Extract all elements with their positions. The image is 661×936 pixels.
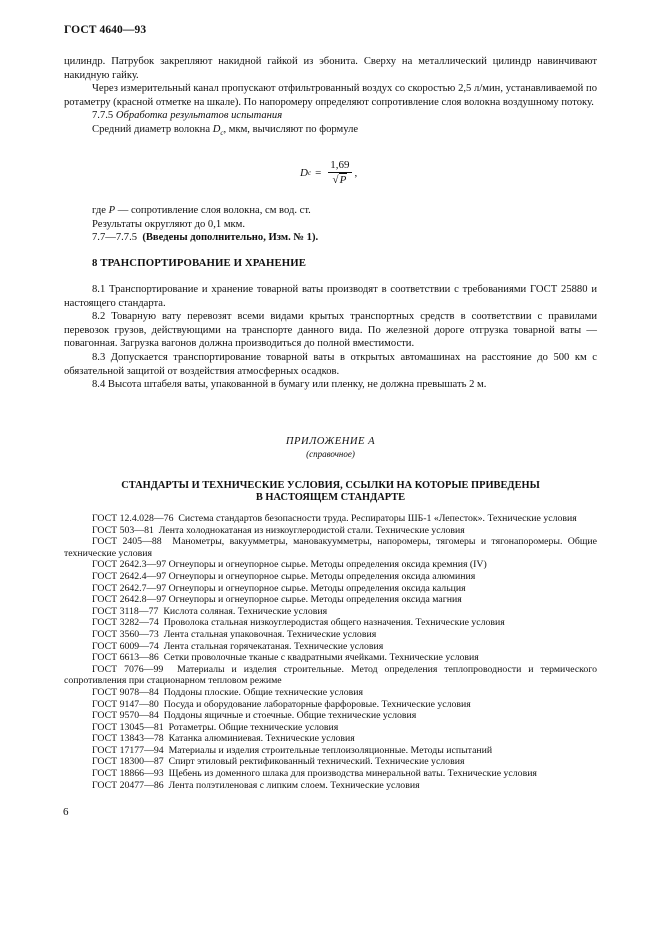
reference-text: Огнеупоры и огнеупорное сырье. Методы определения оксида кремния (IV)	[168, 559, 487, 571]
text-fragment: Средний диаметр волокна	[92, 123, 213, 135]
variable-p: P	[108, 205, 116, 216]
reference-code: ГОСТ 12.4.028—76	[92, 513, 174, 524]
paragraph-mean-diameter	[64, 123, 597, 141]
reference-code: ГОСТ 2642.4—97	[92, 570, 167, 582]
section-8-body	[64, 283, 597, 392]
subscript-c: c	[220, 129, 224, 138]
reference-text: Материалы и изделия строительные теплоизоляционные. Методы испытаний	[168, 744, 493, 756]
reference-item	[64, 664, 597, 687]
reference-code: ГОСТ 2405—88	[92, 536, 162, 548]
section-8-heading: 8 ТРАНСПОРТИРОВАНИЕ И ХРАНЕНИЕ	[92, 257, 307, 269]
reference-text: Манометры, вакуумметры, мановакуумметры, напоромеры, тягомеры и тягонапоромеры. Общие технические условия	[64, 536, 597, 559]
reference-code: ГОСТ 6009—74	[92, 640, 159, 652]
amendment-range: 7.7—7.7.5	[92, 232, 138, 244]
reference-text: Огнеупоры и огнеупорное сырье. Методы определения оксида магния	[168, 594, 462, 606]
reference-code: ГОСТ 9078—84	[92, 686, 159, 698]
formula-denominator-var: P	[339, 174, 347, 186]
reference-item	[64, 722, 597, 734]
reference-code: ГОСТ 20477—86	[92, 779, 164, 791]
reference-text: Проволока стальная низкоуглеродистая общего назначения. Технические условия	[163, 617, 505, 629]
reference-item	[64, 629, 597, 641]
reference-code: ГОСТ 3118—77	[92, 605, 159, 617]
reference-item	[64, 756, 597, 768]
reference-code: ГОСТ 9147—80	[92, 698, 159, 710]
reference-text: Поддоны ящичные и стоечные. Общие технические условия	[163, 710, 417, 722]
appendix-heading-line1: СТАНДАРТЫ И ТЕХНИЧЕСКИЕ УСЛОВИЯ, ССЫЛКИ НА КОТОРЫЕ ПРИВЕДЕНЫ	[121, 480, 540, 491]
reference-text: Огнеупоры и огнеупорное сырье. Методы определения оксида алюминия	[168, 570, 476, 582]
reference-list	[64, 513, 597, 791]
reference-text: Сетки проволочные тканые с квадратными ячейками. Технические условия	[163, 652, 479, 664]
where-clause	[64, 204, 597, 218]
text-fragment: , мкм, вычисляют по формуле	[223, 123, 359, 135]
reference-item	[64, 559, 597, 571]
reference-text: Система стандартов безопасности труда. Респираторы ШБ-1 «Лепесток». Технические условия	[178, 513, 577, 524]
paragraph-cylinder: цилиндр. Патрубок закрепляют накидной гайкой из эбонита. Сверху на металлический цилиндр навинчивают накидную гайку.	[64, 56, 597, 81]
paragraph-8-1: 8.1 Транспортирование и хранение товарной ваты производят в соответствии с требованиями ГОСТ 25880 и настоящего стандарта.	[64, 284, 597, 309]
reference-code: ГОСТ 3282—74	[92, 617, 159, 629]
reference-code: ГОСТ 7076—99	[92, 663, 164, 675]
reference-item	[64, 583, 597, 595]
variable-d: D	[212, 123, 221, 135]
reference-code: ГОСТ 2642.8—97	[92, 594, 167, 606]
reference-item	[64, 745, 597, 757]
subsection-title: Обработка результатов испытания	[115, 110, 283, 122]
reference-item	[64, 699, 597, 711]
page-number: 6	[63, 806, 69, 818]
reference-text: Лента холоднокатаная из низкоуглеродистой стали. Технические условия	[158, 524, 465, 536]
formula-fraction	[328, 159, 351, 187]
reference-text: Щебень из доменного шлака для производства минеральной ваты. Технические условия	[168, 768, 537, 780]
reference-item	[64, 733, 597, 745]
reference-item	[64, 513, 597, 525]
formula-numerator: 1,69	[330, 159, 350, 171]
reference-code: ГОСТ 6613—86	[92, 652, 159, 664]
appendix-heading	[0, 480, 661, 505]
reference-text: Спирт этиловый ректификованный технический. Технические условия	[168, 756, 465, 768]
formula-equals: =	[315, 167, 322, 179]
document-header: ГОСТ 4640—93	[64, 24, 147, 36]
paragraph-8-3: 8.3 Допускается транспортирование товарной ваты в открытых автомашинах на расстояние до 500 км с обязательной защитой от воздействия атмосферных осадков.	[64, 351, 597, 377]
formula-lhs-var: D	[300, 167, 308, 179]
text-fragment: где	[92, 205, 109, 216]
reference-code: ГОСТ 2642.7—97	[92, 582, 167, 594]
reference-item	[64, 594, 597, 606]
reference-item	[64, 525, 597, 537]
text-fragment: — сопротивление слоя волокна, см вод. ст.	[115, 205, 311, 216]
amendment-text: (Введены дополнительно, Изм. № 1).	[142, 232, 319, 244]
subsection-number: 7.7.5	[92, 110, 114, 122]
reference-item	[64, 652, 597, 664]
reference-item	[64, 536, 597, 559]
reference-text: Лента стальная упаковочная. Технические условия	[163, 628, 377, 640]
reference-item	[64, 617, 597, 629]
formula-explanation	[64, 204, 597, 245]
reference-item	[64, 768, 597, 780]
reference-code: ГОСТ 18300—87	[92, 756, 164, 768]
reference-text: Лента полэтиленовая с липким слоем. Технические условия	[168, 779, 420, 791]
appendix-heading-line2: В НАСТОЯЩЕМ СТАНДАРТЕ	[255, 492, 406, 504]
reference-text: Поддоны плоские. Общие технические условия	[163, 686, 363, 698]
reference-text: Огнеупоры и огнеупорное сырье. Методы определения оксида кальция	[168, 582, 466, 594]
appendix-subtitle: (справочное)	[306, 449, 355, 459]
subsection-7-7-5	[64, 109, 597, 123]
reference-code: ГОСТ 503—81	[92, 524, 154, 536]
reference-item	[64, 710, 597, 722]
reference-code: ГОСТ 9570—84	[92, 710, 159, 722]
reference-text: Кислота соляная. Технические условия	[163, 605, 328, 617]
reference-item	[64, 606, 597, 618]
reference-code: ГОСТ 17177—94	[92, 744, 164, 756]
reference-code: ГОСТ 2642.3—97	[92, 559, 167, 571]
formula-lhs-sub: c	[307, 169, 312, 177]
paragraph-8-2: 8.2 Товарную вату перевозят всеми видами крытых транспортных средств в соответствии с правилами перевозок грузов, действующими на транспорте данного вида. По железной дороге отгрузка товарной ваты — повагонная. Загрузка вагонов должна производиться до полной вместимости.	[64, 311, 597, 350]
reference-item	[64, 571, 597, 583]
paragraph-airflow: Через измерительный канал пропускают отфильтрованный воздух со скоростью 2,5 л/мин, устанавливаемой по ротаметру (красной отметке на шкале). По напоромеру определяют сопротивление слоя волокна воздушному потоку.	[64, 83, 597, 108]
sqrt-icon: √	[332, 174, 339, 186]
reference-text: Катанка алюминиевая. Технические условия	[168, 733, 355, 745]
reference-text: Материалы и изделия строительные. Метод определения теплопроводности и термического сопротивления при стационарном тепловом режиме	[64, 663, 598, 687]
formula-denominator	[333, 173, 348, 187]
reference-item	[64, 641, 597, 653]
paragraph-8-4: 8.4 Высота штабеля ваты, упакованной в бумагу или пленку, не должна превышать 2 м.	[92, 379, 487, 391]
reference-code: ГОСТ 18866—93	[92, 768, 164, 780]
formula-trailing: ,	[354, 167, 358, 179]
rounding-note: Результаты округляют до 0,1 мкм.	[92, 218, 246, 230]
reference-code: ГОСТ 3560—73	[92, 628, 159, 640]
reference-text: Посуда и оборудование лабораторные фарфоровые. Технические условия	[163, 698, 471, 710]
reference-code: ГОСТ 13045—81	[92, 721, 164, 733]
appendix-title: ПРИЛОЖЕНИЕ А	[285, 436, 376, 447]
reference-item	[64, 687, 597, 699]
reference-item	[64, 780, 597, 792]
reference-text: Лента стальная горячекатаная. Технические условия	[163, 640, 384, 652]
formula-mean-diameter	[300, 159, 357, 187]
section-7-continuation	[64, 55, 597, 141]
reference-text: Ротаметры. Общие технические условия	[168, 721, 339, 733]
amendment-note	[64, 231, 597, 245]
reference-code: ГОСТ 13843—78	[92, 733, 164, 745]
